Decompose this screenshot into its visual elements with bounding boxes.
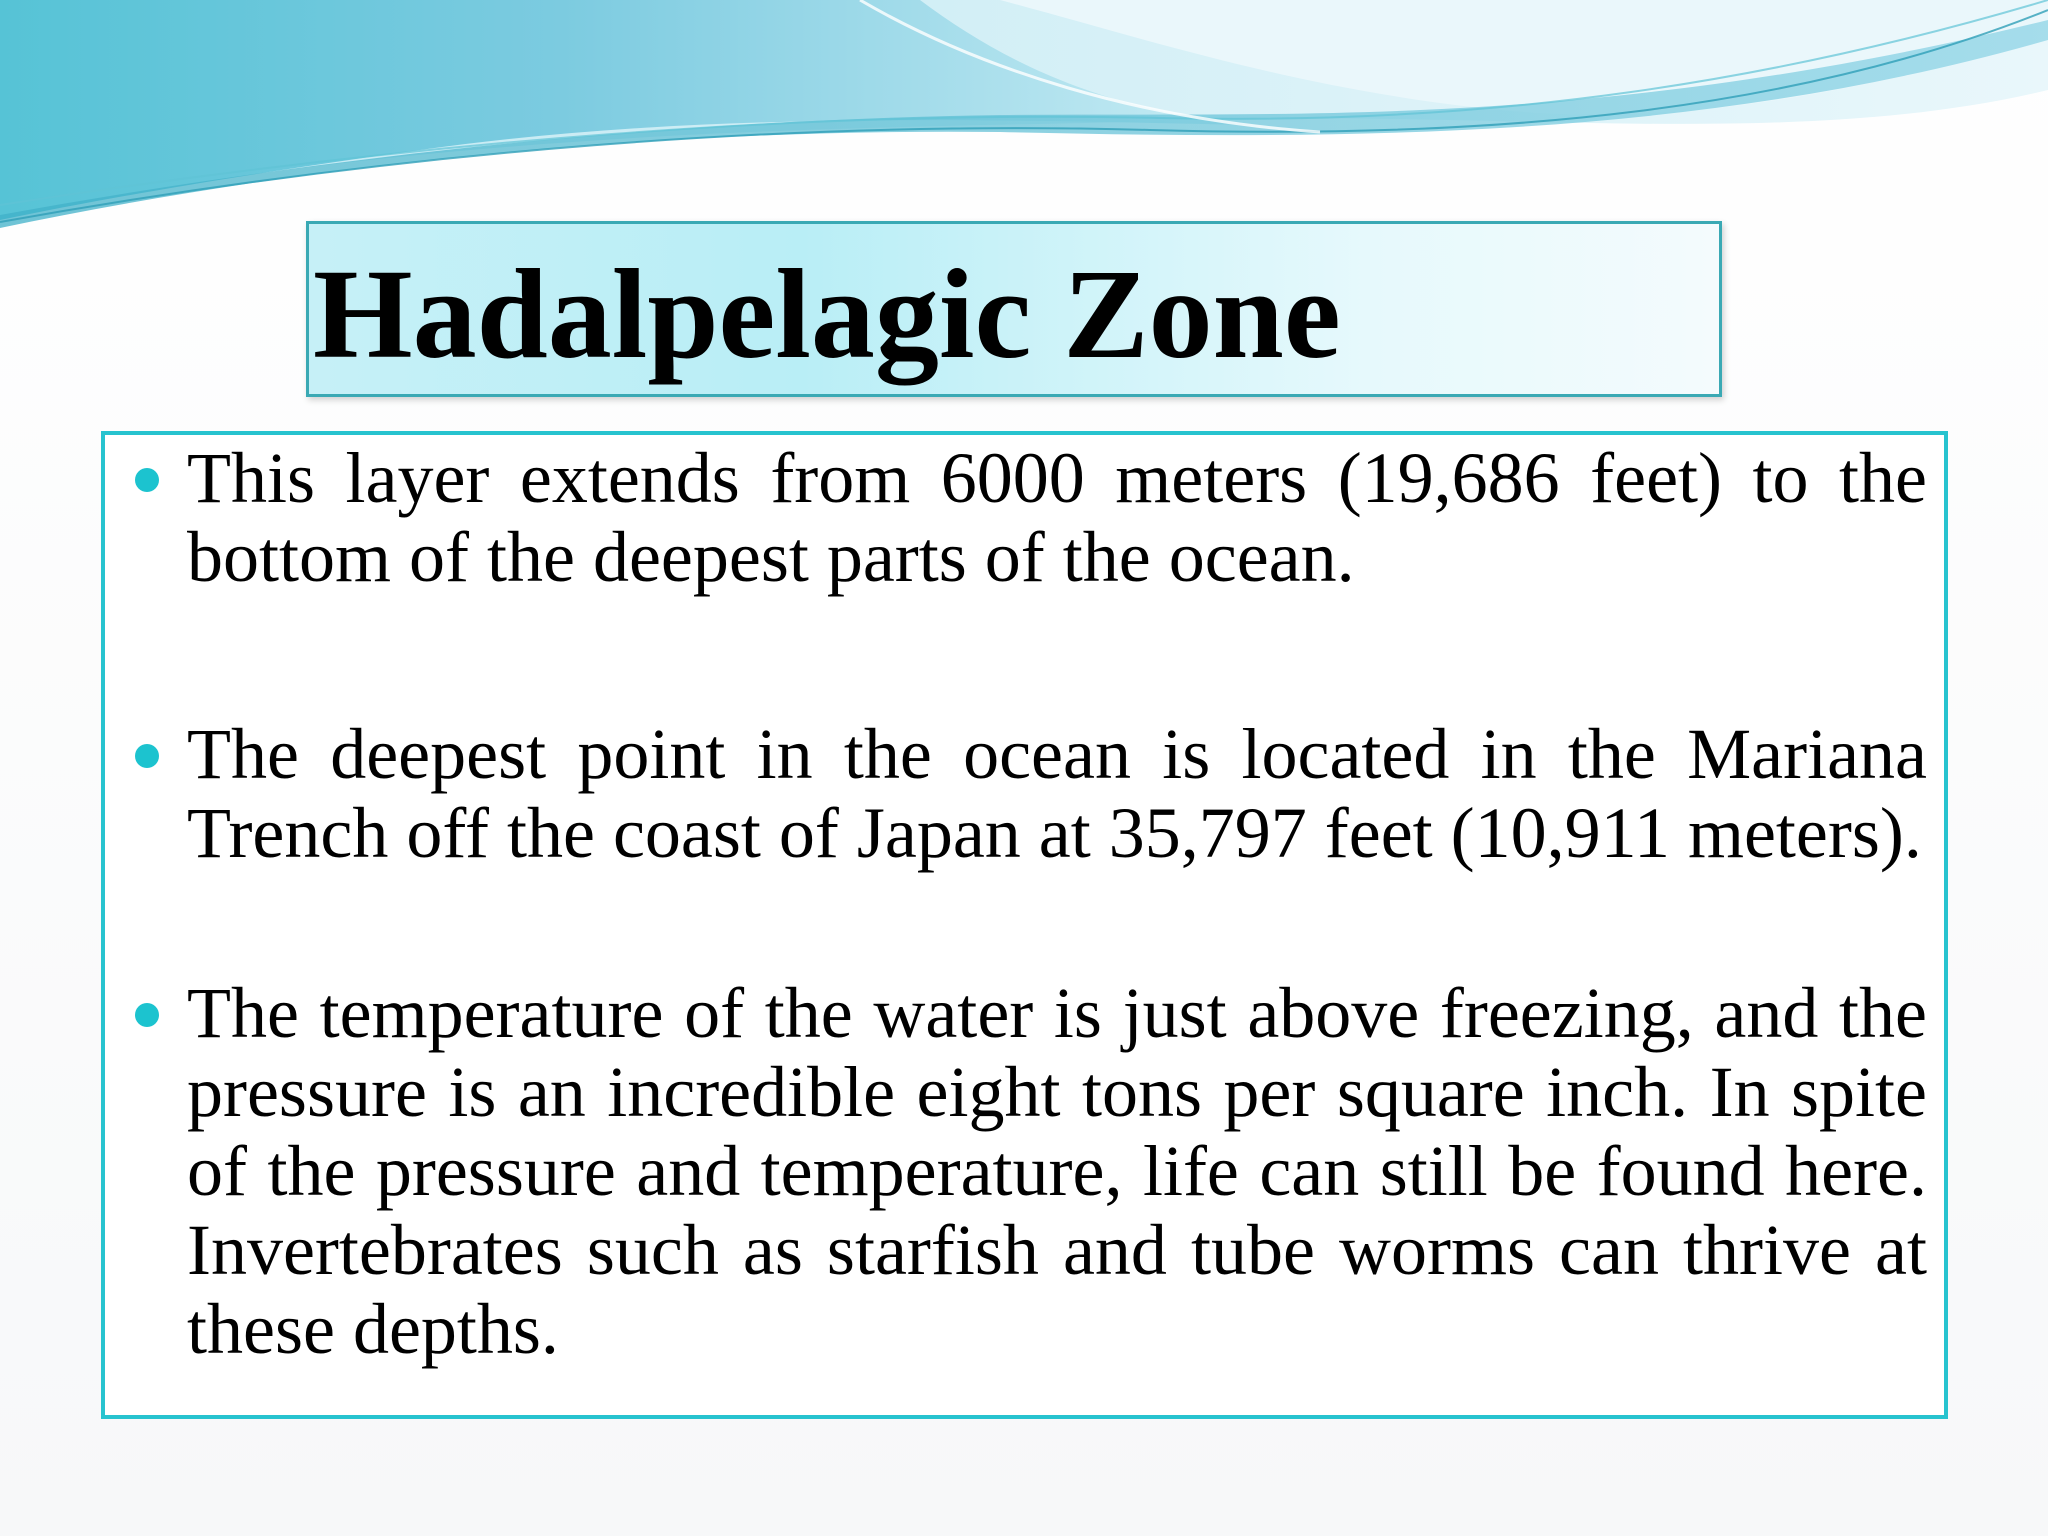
bullet-item — [187, 974, 1927, 1369]
bullet-dot-icon — [135, 744, 159, 768]
bullet-text: This layer extends from 6000 meters (19,686 feet) to the bottom of the deepest parts of the ocean. — [187, 438, 1927, 597]
bullet-dot-icon — [135, 1003, 159, 1027]
bullet-dot-icon — [135, 468, 159, 492]
content-box — [101, 431, 1948, 1419]
bullet-text: The temperature of the water is just above freezing, and the pressure is an incredible eight tons per square inch. In spite of the pressure and temperature, life can still be found here. Invertebrates such as starfish and tube worms can thrive at these depths. — [187, 973, 1927, 1369]
bullet-item — [187, 439, 1927, 597]
slide-title: Hadalpelagic Zone — [313, 243, 1341, 385]
bullet-item — [187, 715, 1927, 873]
bullet-text: The deepest point in the ocean is located in the Mariana Trench off the coast of Japan at 35,797 feet (10,911 meters). — [187, 714, 1927, 873]
title-box — [306, 221, 1722, 397]
